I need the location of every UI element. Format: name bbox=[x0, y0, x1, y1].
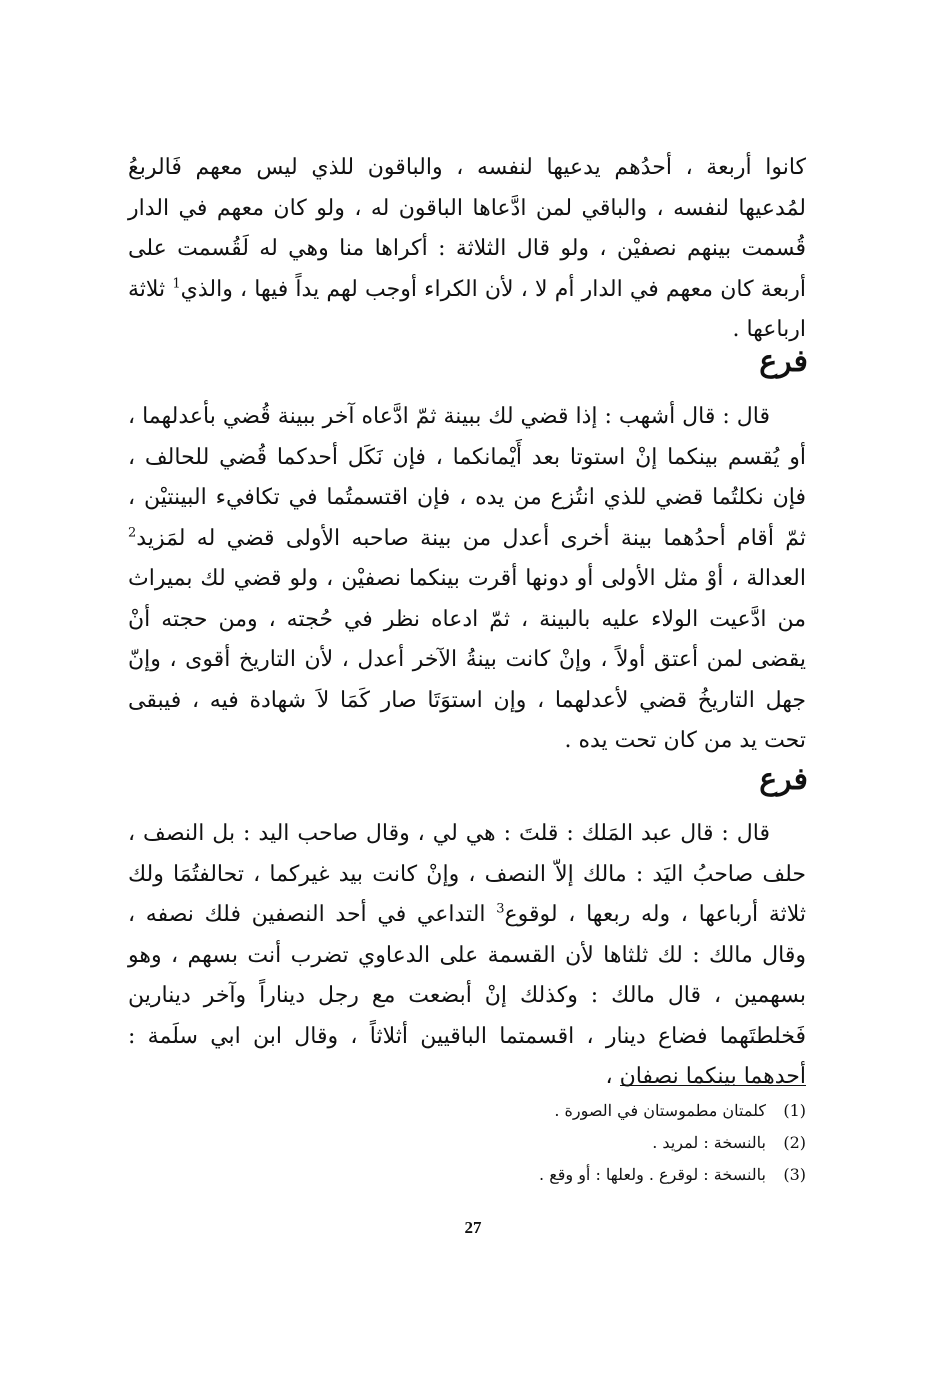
footnote-text: بالنسخة : لوقرع . ولعلها : أو وقع . bbox=[539, 1165, 766, 1184]
footnote-marker: 3 bbox=[496, 901, 505, 917]
section-heading-1: فرع bbox=[759, 344, 808, 379]
footnote-text: بالنسخة : لمريد . bbox=[652, 1133, 766, 1152]
paragraph-abd-al-malik bbox=[128, 814, 806, 1098]
paragraph-text: كانوا أربعة ، أحدُهم يدعيها لنفسه ، والباقون للذي ليس معهم فَالربعُ لمُدعيها لنفسه ، والباقي لمن ادَّعاها الباقون له ، ولو كان معهم في الدار قُسمت بينهم نصفيْن ، ولو قال الثلاثة : أكراها منا وهي له لَقُسمت على أربعة كان معهم في الدار أم لا ، لأن الكراء أوجب لهم يداً فيها ، والذي bbox=[128, 155, 806, 302]
footnote-number: (2) bbox=[783, 1133, 806, 1152]
paragraph-text: قال : قال أشهب : إذا قضي لك ببينة ثمّ ادَّعاه آخر ببينة قُضي بأعدلهما ، أو يُقسم بينكما إنْ استوتا بعد أَيْمانكما ، فإن نَكَل أحدكما قُضي للحالف ، فإن نكلتُما قضي للذي انتُزع من يده ، فإن اقتسمتُما في تكافيء البينتيْن ، ثمّ أقام أحدُهما بينة أخرى أعدل من بينة صاحبه الأولى قضي له لمَزيد bbox=[128, 404, 806, 551]
footnotes bbox=[266, 1095, 806, 1191]
footnote-1 bbox=[266, 1095, 806, 1127]
paragraph-opening bbox=[128, 148, 806, 351]
paragraph-text: ثلاثة ارباعها . bbox=[128, 276, 806, 342]
section-heading-2: فرع bbox=[759, 762, 808, 797]
footnote-text: كلمتان مطموستان في الصورة . bbox=[554, 1101, 766, 1120]
paragraph-text: التداعي في أحد النصفين فلك نصفه ، وقال مالك : لك ثلثاها لأن القسمة على الدعاوي تضرب أنت بسهم ، وهو بسهمين ، قال مالك : وكذلك إنْ أبضعت مع رجل ديناراً وآخر دينارين فَخلطتَهما فضاع دينار ، اقسمتما الباقيين أثلاثاً ، وقال ابن ابي سلَمة : أحدهما بينكما نصفان ، bbox=[128, 902, 806, 1089]
paragraph-text: العدالة ، أوْ مثل الأولى أو دونها أقرت بينكما نصفيْن ، ولو قضي لك بميراث من ادَّعيت الولاء عليه بالبينة ، ثمّ ادعاه نظر في حُجته ، ومن حجته أنْ يقضى لمن أعتق أولاً ، وإنْ كانت بينةُ الآخر أعدل ، لأن التاريخ أقوى ، وإنّ جهل التاريخُ قضي لأعدلهما ، وإن استوَتَا صار كَمَا لاَ شهادة فيه ، فيبقى تحت يد من كان تحت يده . bbox=[128, 566, 806, 753]
paragraph-text: قال : قال عبد المَلك : قلتَ : هي لي ، وقال صاحب اليد : بل النصف ، حلف صاحبُ اليَد : مالك إلاّ النصف ، وإنْ كانت بيد غيركما ، تحالفتُمَا ولك ثلاثة أرباعها ، وله ربعها ، لوقوع bbox=[128, 821, 807, 927]
paragraph-ashhab bbox=[128, 397, 806, 762]
footnote-2 bbox=[266, 1127, 806, 1159]
footnote-3 bbox=[266, 1159, 806, 1191]
footnote-marker: 1 bbox=[172, 276, 181, 292]
footnote-number: (3) bbox=[783, 1165, 806, 1184]
footnote-marker: 2 bbox=[128, 525, 137, 541]
page-number: 27 bbox=[464, 1218, 482, 1237]
footnote-divider bbox=[620, 1085, 806, 1086]
footnote-number: (1) bbox=[783, 1101, 806, 1120]
